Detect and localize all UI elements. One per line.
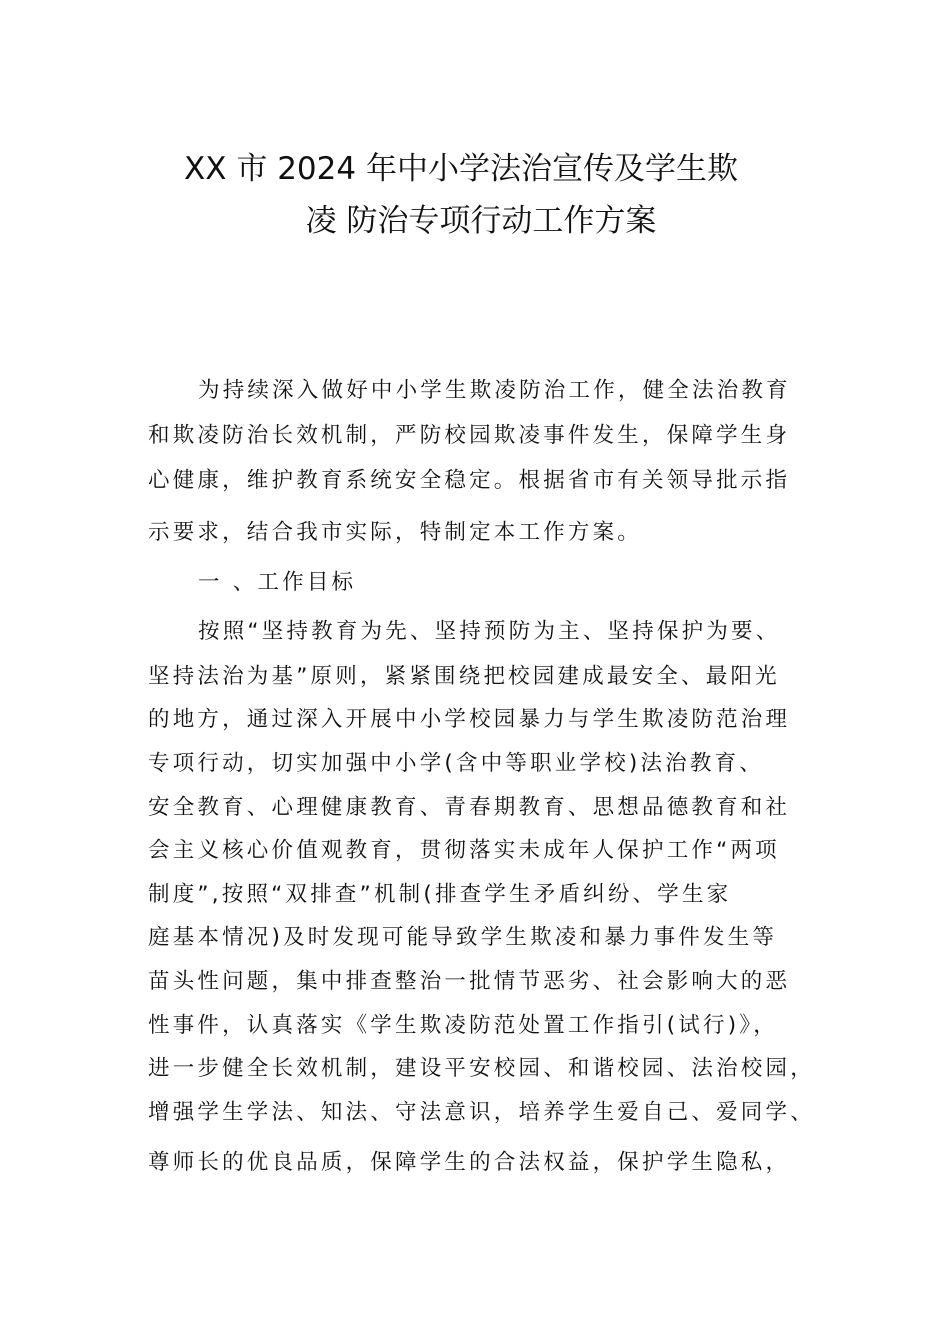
paragraph-line: 制度”,按照“双排查”机制(排查学生矛盾纠纷、学生家 bbox=[148, 882, 732, 907]
paragraph-line: 尊师长的优良品质，保障学生的合法权益，保护学生隐私， bbox=[148, 1150, 791, 1175]
paragraph-line: 的地方，通过深入开展中小学校园暴力与学生欺凌防范治理 bbox=[148, 707, 791, 732]
paragraph-line: 和欺凌防治长效机制，严防校园欺凌事件发生，保障学生身 bbox=[148, 423, 791, 448]
paragraph-line: 增强学生学法、知法、守法意识，培养学生爱自己、爱同学、 bbox=[148, 1100, 815, 1125]
paragraph-line: 庭基本情况)及时发现可能导致学生欺凌和暴力事件发生等 bbox=[148, 925, 778, 950]
paragraph-line: 会主义核心价值观教育，贯彻落实未成年人保护工作“两项 bbox=[148, 838, 780, 863]
document-title-line-1: XX 市 2024 年中小学法治宣传及学生欺 bbox=[184, 151, 738, 187]
paragraph-line: 性事件，认真落实《学生欺凌防范处置工作指引(试行)》， bbox=[148, 1013, 778, 1038]
paragraph-line: 心健康，维护教育系统安全稳定。根据省市有关领导批示指 bbox=[148, 468, 791, 493]
paragraph-line: 专项行动，切实加强中小学(含中等职业学校)法治教育、 bbox=[148, 751, 764, 776]
paragraph-line: 按照“坚持教育为先、坚持预防为主、坚持保护为要、 bbox=[198, 619, 781, 644]
paragraph-line: 坚持法治为基”原则，紧紧围绕把校园建成最安全、最阳光 bbox=[148, 664, 780, 689]
paragraph-line: 为持续深入做好中小学生欺凌防治工作，健全法治教育 bbox=[198, 378, 791, 403]
paragraph-line: 进一步健全长效机制，建设平安校园、和谐校园、法治校园， bbox=[148, 1056, 815, 1081]
section-heading: 一 、工作目标 bbox=[198, 570, 357, 595]
paragraph-line: 安全教育、心理健康教育、青春期教育、思想品德教育和社 bbox=[148, 795, 791, 820]
paragraph-line: 示要求，结合我市实际，特制定本工作方案。 bbox=[148, 520, 643, 545]
document-title-line-2: 凌 防治专项行动工作方案 bbox=[305, 203, 657, 239]
paragraph-line: 苗头性问题，集中排查整治一批情节恶劣、社会影响大的恶 bbox=[148, 969, 791, 994]
